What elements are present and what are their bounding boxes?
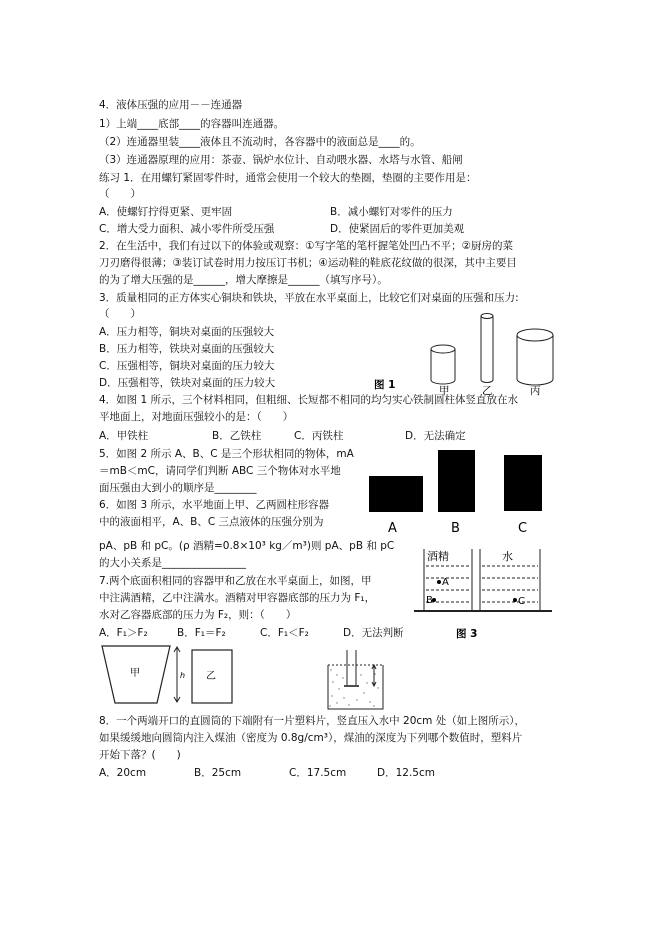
fig4-label-jia: 甲 <box>130 668 140 679</box>
q4-option-c: C．丙铁柱 <box>294 430 344 442</box>
q8-line-2: 如果缓缓地向圆筒内注入煤油（密度为 0.8g/cm³），煤油的深度为下列哪个数值时，塑料片 <box>99 732 523 744</box>
fig3-point-b: B <box>426 595 433 606</box>
principle-line: （2）连通器里装____液体且不流动时，各容器中的液面总是____的。 <box>99 136 421 148</box>
q4-option-d: D．无法确定 <box>405 430 466 442</box>
point-c-dot <box>513 598 517 602</box>
q5-line-3: 面压强由大到小的顺序是________ <box>99 482 257 494</box>
q6-line-1: 6．如图 3 所示，水平地面上甲、乙两圆柱形容器 <box>99 499 330 511</box>
q7-line-3: 水对乙容器底部的压力为 F₂，则：（ ） <box>99 609 297 621</box>
fig3-point-a: A <box>442 577 449 588</box>
q4-option-a: A．甲铁柱 <box>99 430 149 442</box>
block-a <box>369 476 423 512</box>
q7-line-1: 7.两个底面积相同的容器甲和乙放在水平桌面上，如图，甲 <box>99 575 372 587</box>
q1-option-a: A．使螺钉拧得更紧、更牢固 <box>99 206 233 218</box>
q7-option-c: C．F₁＜F₂ <box>260 627 309 639</box>
q2-line-3: 的为了增大压强的是______，增大摩擦是______（填写序号）。 <box>99 274 388 286</box>
q3-option-c: C．压强相等，铜块对桌面的压力较大 <box>99 360 275 372</box>
q4-line-2: 平地面上，对地面压强较小的是：（ ） <box>99 411 294 423</box>
definition-line: 1）上端____底部____的容器叫连通器。 <box>99 118 285 130</box>
fig3-point-c: C <box>518 596 525 607</box>
figure-3-containers <box>414 545 564 640</box>
fig2-label-b: B <box>451 521 460 536</box>
q4-option-b: B．乙铁柱 <box>212 430 262 442</box>
q5-line-2: ＝mB＜mC，请同学们判断 ABC 三个物体对水平地 <box>99 465 341 477</box>
q1-option-d: D．使紧固后的零件更加美观 <box>330 223 465 235</box>
q3-option-d: D．压强相等，铁块对桌面的压力较大 <box>99 377 276 389</box>
figure-4-containers <box>99 643 239 708</box>
figure-5-tube-in-water <box>327 648 387 710</box>
q8-option-b: B．25cm <box>194 767 242 779</box>
fig1-label-bing: 丙 <box>530 385 541 396</box>
q6-line-2: 中的液面相平，A、B、C 三点液体的压强分别为 <box>99 516 324 528</box>
block-b <box>438 450 475 512</box>
figure-2-blocks <box>365 448 555 538</box>
fig1-label-jia: 甲 <box>439 385 450 396</box>
q2-line-2: 刀刃磨得很薄；③装订试卷时用力按压订书机；④运动鞋的鞋底花纹做的很深，其中主要目 <box>99 257 517 269</box>
q8-line-3: 开始下落？( ) <box>99 749 181 761</box>
q7-option-d: D．无法判断 <box>343 627 404 639</box>
q3-stem: 3．质量相同的正方体实心铜块和铁块，平放在水平桌面上，比较它们对桌面的压强和压力: <box>99 292 519 304</box>
figure-1-caption: 图 1 <box>374 379 396 391</box>
q8-line-1: 8．一个两端开口的直圆筒的下端附有一片塑料片，竖直压入水中 20cm 处（如上图所示）， <box>99 715 525 727</box>
q7-option-a: A．F₁＞F₂ <box>99 627 148 639</box>
q6-line-4: 的大小关系是________________ <box>99 557 246 569</box>
q1-option-b: B．减小螺钉对零件的压力 <box>330 206 453 218</box>
q1-blank: （ ） <box>99 188 141 200</box>
fig2-label-a: A <box>388 521 397 536</box>
q8-option-c: C．17.5cm <box>289 767 347 779</box>
fig4-label-h: h <box>180 671 186 680</box>
q2-line-1: 2．在生活中，我们有过以下的体验或观察：①写字笔的笔杆握笔处凹凸不平；②厨房的菜 <box>99 240 514 252</box>
q8-option-d: D．12.5cm <box>377 767 435 779</box>
figure-3-caption: 图 3 <box>456 628 478 640</box>
fig3-liquid-water: 水 <box>502 550 513 563</box>
fig3-liquid-alcohol: 酒精 <box>427 550 449 563</box>
q1-stem: 练习 1．在用螺钉紧固零件时，通常会使用一个较大的垫圈，垫圈的主要作用是： <box>99 172 477 184</box>
q7-option-b: B．F₁＝F₂ <box>177 627 226 639</box>
q3-blank: （ ） <box>99 308 141 320</box>
q3-option-b: B．压力相等，铁块对桌面的压强较大 <box>99 343 275 355</box>
applications-line: （3）连通器原理的应用：茶壶、锅炉水位计、自动喂水器、水塔与水管、船闸 <box>99 154 463 166</box>
block-c <box>504 455 542 511</box>
q3-option-a: A．压力相等，铜块对桌面的压强较大 <box>99 326 275 338</box>
q5-line-1: 5．如图 2 所示 A、B、C 是三个形状相同的物体，mA <box>99 448 354 460</box>
figure-1-cylinders <box>370 308 555 396</box>
q4-line-1: 4．如图 1 所示，三个材料相同，但粗细、长短都不相同的均匀实心铁制圆柱体竖直放在水 <box>99 394 519 406</box>
q1-option-c: C．增大受力面积、减小零件所受压强 <box>99 223 275 235</box>
q6-line-3: pA、pB 和 pC。(ρ 酒精=0.8×10³ kg／m³)则 pA、pB 和 pC <box>99 540 395 552</box>
fig4-label-yi: 乙 <box>206 671 216 682</box>
q8-option-a: A．20cm <box>99 767 147 779</box>
section-title: 4．液体压强的应用－－连通器 <box>99 99 243 111</box>
point-a-dot <box>437 580 441 584</box>
fig2-label-c: C <box>518 521 528 536</box>
fig1-label-yi: 乙 <box>482 385 493 396</box>
q7-line-2: 中注满酒精，乙中注满水。酒精对甲容器底部的压力为 F₁， <box>99 592 376 604</box>
